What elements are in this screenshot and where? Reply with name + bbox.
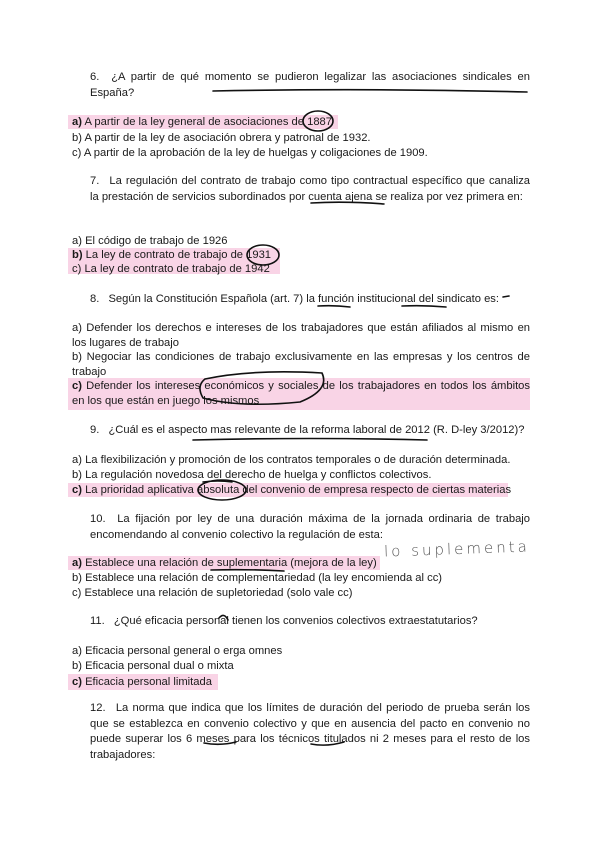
question-9 <box>90 423 540 439</box>
question-number: 11. <box>90 615 105 627</box>
option-7c: c) La ley de contrato de trabajo de 1942 <box>72 263 270 275</box>
option-10b: b) Establece una relación de complementariedad (la ley encomienda al cc) <box>72 572 443 584</box>
question-text: La regulación del contrato de trabajo como tipo contractual específico que canaliza la prestación de servicios subordinados por cuenta ajena se realiza por vez primera en: <box>90 175 531 203</box>
option-10a: a) Establece una relación de suplementaria (mejora de la ley) <box>72 557 377 569</box>
question-11 <box>90 614 530 630</box>
option-9c: c) La prioridad aplicativa absoluta del convenio de empresa respecto de ciertas materias <box>72 484 512 496</box>
underline-aspecto-reforma <box>193 439 427 441</box>
question-text: La norma que indica que los límites de duración del periodo de prueba serán los que se establezca en convenio colectivo y que en ausencia del pacto en convenio no puede superar los 6 meses para los técnicos titulados ni 2 meses para el resto de los trabajadores: <box>90 702 531 761</box>
question-number: 6. <box>90 71 100 83</box>
question-number: 12. <box>90 702 106 714</box>
option-11b: b) Eficacia personal dual o mixta <box>72 660 234 672</box>
option-11c: c) Eficacia personal limitada <box>72 676 212 688</box>
option-7b: b) La ley de contrato de trabajo de 1931 <box>72 249 272 261</box>
option-7a: a) El código de trabajo de 1926 <box>72 235 228 247</box>
question-7 <box>90 174 530 205</box>
question-number: 10. <box>90 513 106 525</box>
question-text: La fijación por ley de una duración máxima de la jornada ordinaria de trabajo encomendando al convenio colectivo la regulación de esta: <box>90 513 530 541</box>
question-text: ¿Cuál es el aspecto mas relevante de la reforma laboral de 2012 (R. D-ley 3/2012)? <box>108 424 525 436</box>
question-text: Según la Constitución Española (art. 7) la función institucional del sindicato es: <box>108 293 499 305</box>
question-number: 7. <box>90 175 100 187</box>
option-11a: a) Eficacia personal general o erga omnes <box>72 645 283 657</box>
option-6c: c) A partir de la aprobación de la ley de huelgas y coligaciones de 1909. <box>72 147 428 159</box>
question-8 <box>90 292 530 308</box>
question-text: ¿A partir de qué momento se pudieron legalizar las asociaciones sindicales en España? <box>90 71 530 99</box>
option-6b: b) A partir de la ley de asociación obrera y patronal de 1932. <box>72 132 371 144</box>
question-number: 9. <box>90 424 100 436</box>
option-6a: a) A partir de la ley general de asociaciones de 1887 <box>72 116 332 128</box>
option-10c: c) Establece una relación de supletoriedad (solo vale cc) <box>72 587 353 599</box>
question-12 <box>90 701 530 763</box>
question-text: ¿Qué eficacia personal tienen los convenios colectivos extraestatutarios? <box>113 615 478 627</box>
option-8c: c) Defender los intereses económicos y sociales de los trabajadores en todos los ámbitos en los que están en juego los mismos <box>72 380 530 408</box>
option-8a: a) Defender los derechos e intereses de los trabajadores que están afiliados al mismo en los lugares de trabajo <box>72 322 531 350</box>
question-6 <box>90 70 530 101</box>
option-8b: b) Negociar las condiciones de trabajo exclusivamente en las empresas y los centros de trabajo <box>72 351 531 379</box>
question-10 <box>90 512 530 543</box>
option-9b: b) La regulación novedosa del derecho de huelga y conflictos colectivos. <box>72 469 432 481</box>
handwritten-note: lo suplementa <box>383 537 531 561</box>
question-number: 8. <box>90 293 100 305</box>
option-9a: a) La flexibilización y promoción de los contratos temporales o de duración determinada. <box>72 454 511 466</box>
